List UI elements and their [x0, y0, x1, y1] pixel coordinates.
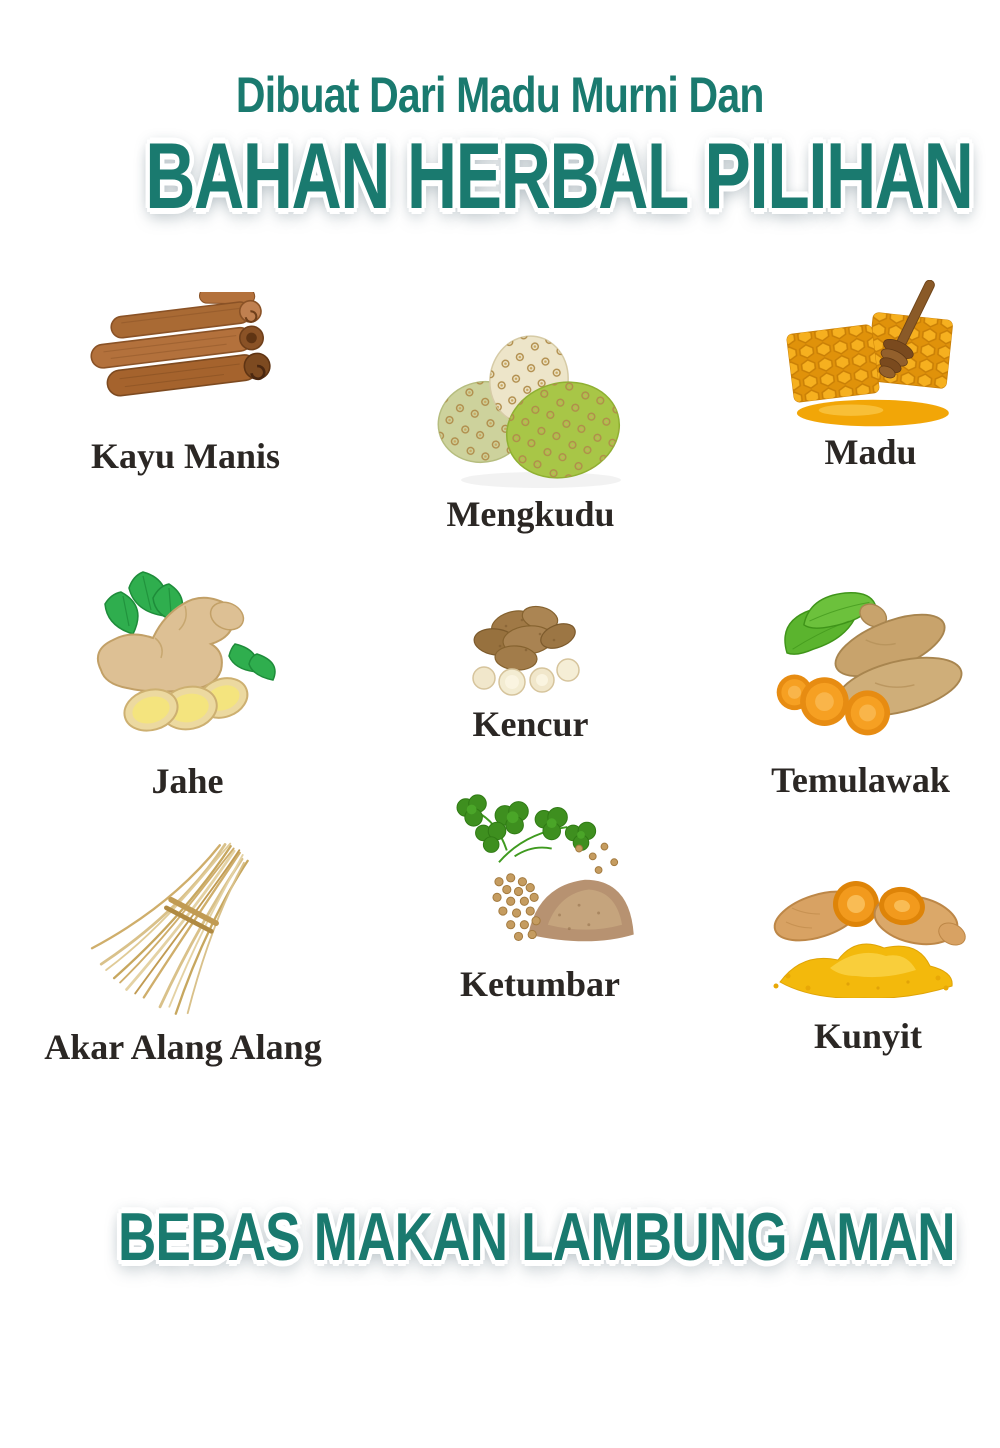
ingredient-card-temulawak [738, 578, 983, 800]
poster-title-text: BAHAN HERBAL PILIHAN [145, 123, 973, 228]
poster-subtitle [0, 66, 1000, 124]
ingredient-card-akar-alang-alang [18, 822, 348, 1067]
ingredient-label: Ketumbar [460, 964, 620, 1004]
temulawak-rhizome-icon [757, 578, 965, 756]
ingredient-card-kayu-manis [38, 292, 333, 476]
poster-footer-text: BEBAS MAKAN LAMBUNG AMAN [118, 1199, 955, 1275]
ginger-mint-icon [85, 558, 290, 753]
ingredient-label: Akar Alang Alang [44, 1027, 322, 1067]
honeycomb-dipper-icon [778, 280, 963, 432]
ingredient-label: Mengkudu [446, 494, 615, 534]
coriander-seeds-icon [442, 788, 638, 954]
ingredient-card-kencur [418, 590, 643, 744]
ingredient-card-kunyit [748, 858, 988, 1056]
kencur-rhizome-icon [456, 590, 606, 700]
ingredient-label: Madu [824, 432, 917, 472]
ingredient-label: Kencur [472, 704, 589, 744]
ingredient-card-mengkudu [398, 330, 663, 534]
poster-subtitle-text: Dibuat Dari Madu Murni Dan [236, 67, 764, 123]
cinnamon-sticks-icon [78, 292, 293, 430]
ingredient-card-jahe [55, 558, 320, 801]
ingredient-card-ketumbar [420, 788, 660, 1004]
ingredient-card-madu [758, 280, 983, 472]
ingredient-label: Kayu Manis [90, 436, 281, 476]
ingredient-label: Temulawak [771, 760, 950, 800]
dried-root-bundle-icon [78, 822, 288, 1027]
ingredient-label: Jahe [151, 761, 224, 801]
ingredient-label: Kunyit [813, 1016, 923, 1056]
turmeric-powder-icon [768, 858, 968, 998]
poster-title [0, 122, 1000, 230]
poster-footer [0, 1198, 1000, 1276]
noni-fruit-icon [430, 330, 632, 490]
